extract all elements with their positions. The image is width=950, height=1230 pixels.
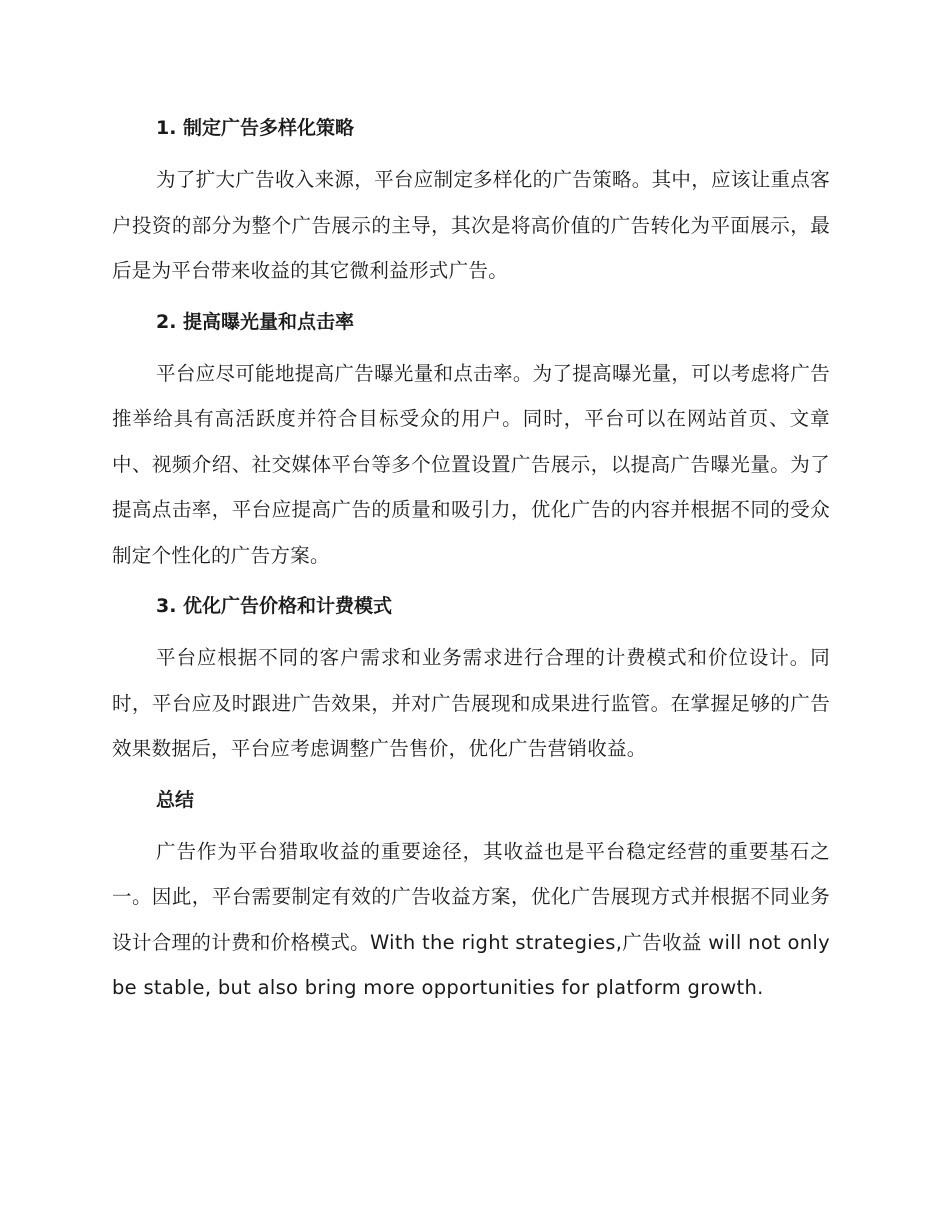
summary-paragraph: 广告作为平台猎取收益的重要途径，其收益也是平台稳定经营的重要基石之一。因此，平台需要制定有效的广告收益方案，优化广告展现方式并根据不同业务设计合理的计费和价格模式。With the right strategies,广告收益 will not only be stable, but also bring more opportunities for platform growth.: [112, 839, 830, 999]
summary-heading: 总结: [156, 788, 195, 811]
section-heading-2: 2. 提高曝光量和点击率: [156, 310, 355, 333]
section-paragraph-3: 平台应根据不同的客户需求和业务需求进行合理的计费模式和价位设计。同时，平台应及时跟进广告效果，并对广告展现和成果进行监管。在掌握足够的广告效果数据后，平台应考虑调整广告售价，优化广告营销收益。: [112, 646, 830, 760]
section-heading-3: 3. 优化广告价格和计费模式: [156, 595, 393, 617]
document-body: [112, 112, 830, 1011]
section-paragraph-2: 平台应尽可能地提高广告曝光量和点击率。为了提高曝光量，可以考虑将广告推举给具有高活跃度并符合目标受众的用户。同时，平台可以在网站首页、文章中、视频介绍、社交媒体平台等多个位置设置广告展示，以提高广告曝光量。为了提高点击率，平台应提高广告的质量和吸引力，优化广告的内容并根据不同的受众制定个性化的广告方案。: [112, 361, 830, 567]
section-heading-1: 1. 制定广告多样化策略: [156, 117, 355, 139]
section-paragraph-1: 为了扩大广告收入来源，平台应制定多样化的广告策略。其中，应该让重点客户投资的部分为整个广告展示的主导，其次是将高价值的广告转化为平面展示，最后是为平台带来收益的其它微利益形式广告。: [112, 168, 830, 282]
